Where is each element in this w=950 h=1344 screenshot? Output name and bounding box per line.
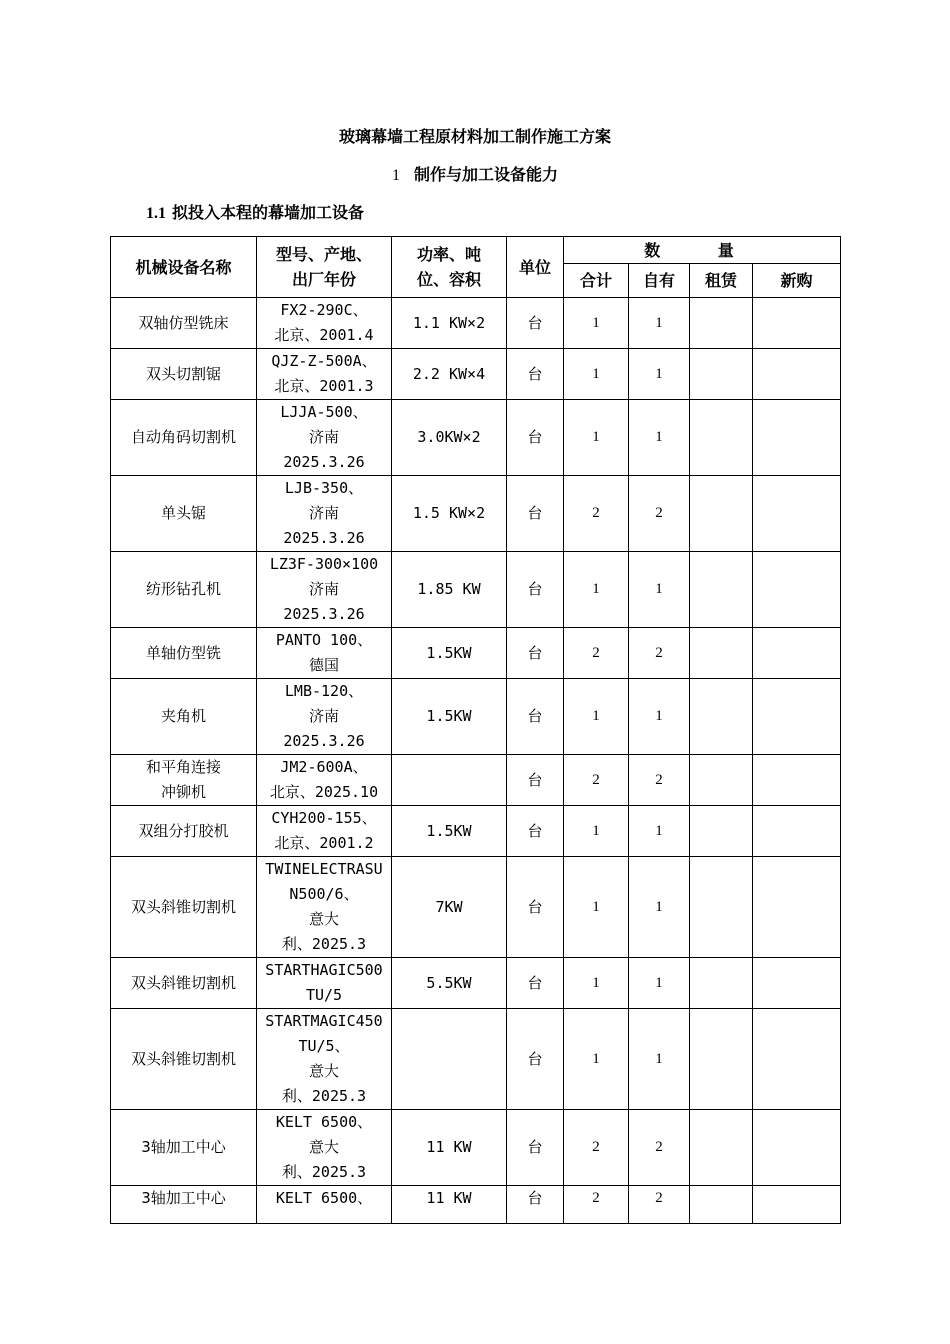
cell-power: 5.5KW (392, 958, 507, 1009)
cell-power (392, 1009, 507, 1110)
cell-unit: 台 (507, 958, 564, 1009)
section-heading-1 (0, 162, 950, 185)
table-row (111, 806, 841, 857)
cell-power: 1.5KW (392, 628, 507, 679)
cell-model: LMB-120、 济南 2025.3.26 (257, 679, 392, 755)
cell-new (753, 400, 841, 476)
cell-new (753, 476, 841, 552)
cell-model: QJZ-Z-500A、 北京、2001.3 (257, 349, 392, 400)
cell-owned: 1 (629, 857, 690, 958)
cell-rented (690, 679, 753, 755)
cell-total: 1 (564, 679, 629, 755)
table-row (111, 400, 841, 476)
cell-name: 3轴加工中心 (111, 1186, 257, 1224)
cell-rented (690, 628, 753, 679)
cell-rented (690, 1186, 753, 1224)
cell-power: 7KW (392, 857, 507, 958)
cell-model: PANTO 100、 德国 (257, 628, 392, 679)
cell-model: LZ3F-300×100 济南 2025.3.26 (257, 552, 392, 628)
cell-unit: 台 (507, 552, 564, 628)
cell-power: 3.0KW×2 (392, 400, 507, 476)
cell-model: STARTMAGIC450 TU/5、 意大 利、2025.3 (257, 1009, 392, 1110)
cell-owned: 1 (629, 552, 690, 628)
cell-unit: 台 (507, 1110, 564, 1186)
cell-owned: 1 (629, 400, 690, 476)
cell-power: 2.2 KW×4 (392, 349, 507, 400)
cell-model: KELT 6500、 (257, 1186, 392, 1224)
cell-rented (690, 400, 753, 476)
cell-rented (690, 806, 753, 857)
cell-name: 双头切割锯 (111, 349, 257, 400)
table-row (111, 298, 841, 349)
cell-new (753, 628, 841, 679)
cell-power (392, 755, 507, 806)
cell-total: 1 (564, 1009, 629, 1110)
header-quantity: 数 量 (564, 237, 841, 264)
cell-name: 双组分打胶机 (111, 806, 257, 857)
cell-total: 1 (564, 806, 629, 857)
header-power: 功率、吨 位、容积 (392, 237, 507, 298)
cell-power: 1.1 KW×2 (392, 298, 507, 349)
cell-owned: 1 (629, 679, 690, 755)
cell-name: 双头斜锥切割机 (111, 958, 257, 1009)
cell-power: 1.5KW (392, 679, 507, 755)
cell-unit: 台 (507, 806, 564, 857)
cell-unit: 台 (507, 1186, 564, 1224)
table-body (111, 298, 841, 1224)
cell-unit: 台 (507, 400, 564, 476)
cell-model: FX2-290C、 北京、2001.4 (257, 298, 392, 349)
cell-power: 11 KW (392, 1186, 507, 1224)
cell-new (753, 958, 841, 1009)
cell-owned: 2 (629, 1186, 690, 1224)
cell-name: 夹角机 (111, 679, 257, 755)
cell-owned: 1 (629, 349, 690, 400)
cell-owned: 1 (629, 298, 690, 349)
cell-unit: 台 (507, 857, 564, 958)
cell-name: 纺形钻孔机 (111, 552, 257, 628)
cell-power: 1.85 KW (392, 552, 507, 628)
cell-power: 1.5KW (392, 806, 507, 857)
cell-unit: 台 (507, 298, 564, 349)
table-row (111, 476, 841, 552)
cell-rented (690, 476, 753, 552)
cell-model: LJB-350、 济南 2025.3.26 (257, 476, 392, 552)
table-row (111, 1009, 841, 1110)
cell-total: 2 (564, 628, 629, 679)
cell-new (753, 298, 841, 349)
cell-total: 1 (564, 349, 629, 400)
cell-unit: 台 (507, 349, 564, 400)
cell-owned: 2 (629, 628, 690, 679)
header-unit: 单位 (507, 237, 564, 298)
cell-rented (690, 755, 753, 806)
cell-unit: 台 (507, 1009, 564, 1110)
document-title: 玻璃幕墙工程原材料加工制作施工方案 (338, 127, 611, 146)
cell-total: 1 (564, 298, 629, 349)
cell-unit: 台 (507, 755, 564, 806)
cell-new (753, 1110, 841, 1186)
cell-rented (690, 349, 753, 400)
cell-name: 单轴仿型铣 (111, 628, 257, 679)
cell-rented (690, 1009, 753, 1110)
header-owned: 自有 (629, 264, 690, 298)
cell-total: 2 (564, 476, 629, 552)
table-row (111, 1110, 841, 1186)
cell-model: STARTHAGIC500 TU/5 (257, 958, 392, 1009)
cell-total: 1 (564, 400, 629, 476)
cell-new (753, 679, 841, 755)
cell-owned: 2 (629, 476, 690, 552)
cell-name: 自动角码切割机 (111, 400, 257, 476)
cell-new (753, 806, 841, 857)
cell-new (753, 1186, 841, 1224)
cell-name: 和平角连接 冲铆机 (111, 755, 257, 806)
cell-rented (690, 552, 753, 628)
cell-total: 1 (564, 552, 629, 628)
cell-rented (690, 298, 753, 349)
table-row (111, 1186, 841, 1224)
cell-power: 11 KW (392, 1110, 507, 1186)
cell-total: 2 (564, 1110, 629, 1186)
cell-unit: 台 (507, 679, 564, 755)
table-row (111, 857, 841, 958)
subsection-title: 拟投入本程的幕墙加工设备 (172, 203, 365, 222)
header-model: 型号、产地、 出厂年份 (257, 237, 392, 298)
cell-name: 双轴仿型铣床 (111, 298, 257, 349)
cell-name: 3轴加工中心 (111, 1110, 257, 1186)
cell-new (753, 755, 841, 806)
cell-name: 单头锯 (111, 476, 257, 552)
cell-total: 2 (564, 755, 629, 806)
cell-new (753, 857, 841, 958)
table-row (111, 679, 841, 755)
section-heading-1-1 (146, 200, 364, 223)
cell-model: JM2-600A、 北京、2025.10 (257, 755, 392, 806)
cell-unit: 台 (507, 628, 564, 679)
cell-new (753, 1009, 841, 1110)
table-row (111, 958, 841, 1009)
cell-model: LJJA-500、 济南 2025.3.26 (257, 400, 392, 476)
table-row (111, 755, 841, 806)
cell-name: 双头斜锥切割机 (111, 1009, 257, 1110)
cell-owned: 2 (629, 1110, 690, 1186)
cell-rented (690, 857, 753, 958)
cell-total: 2 (564, 1186, 629, 1224)
cell-new (753, 349, 841, 400)
cell-owned: 2 (629, 755, 690, 806)
cell-model: TWINELECTRASU N500/6、 意大 利、2025.3 (257, 857, 392, 958)
section-title: 制作与加工设备能力 (413, 165, 558, 184)
cell-new (753, 552, 841, 628)
cell-owned: 1 (629, 806, 690, 857)
equipment-table (110, 236, 841, 1224)
cell-total: 1 (564, 958, 629, 1009)
subsection-number: 1.1 (146, 205, 166, 222)
header-rented: 租赁 (690, 264, 753, 298)
cell-owned: 1 (629, 1009, 690, 1110)
section-number: 1 (391, 167, 400, 184)
cell-total: 1 (564, 857, 629, 958)
table-row (111, 349, 841, 400)
table-row (111, 628, 841, 679)
cell-owned: 1 (629, 958, 690, 1009)
cell-model: CYH200-155、 北京、2001.2 (257, 806, 392, 857)
cell-name: 双头斜锥切割机 (111, 857, 257, 958)
cell-unit: 台 (507, 476, 564, 552)
cell-rented (690, 1110, 753, 1186)
header-new: 新购 (753, 264, 841, 298)
header-equipment-name: 机械设备名称 (111, 237, 257, 298)
header-total: 合计 (564, 264, 629, 298)
cell-power: 1.5 KW×2 (392, 476, 507, 552)
cell-model: KELT 6500、 意大 利、2025.3 (257, 1110, 392, 1186)
table-row (111, 552, 841, 628)
cell-rented (690, 958, 753, 1009)
